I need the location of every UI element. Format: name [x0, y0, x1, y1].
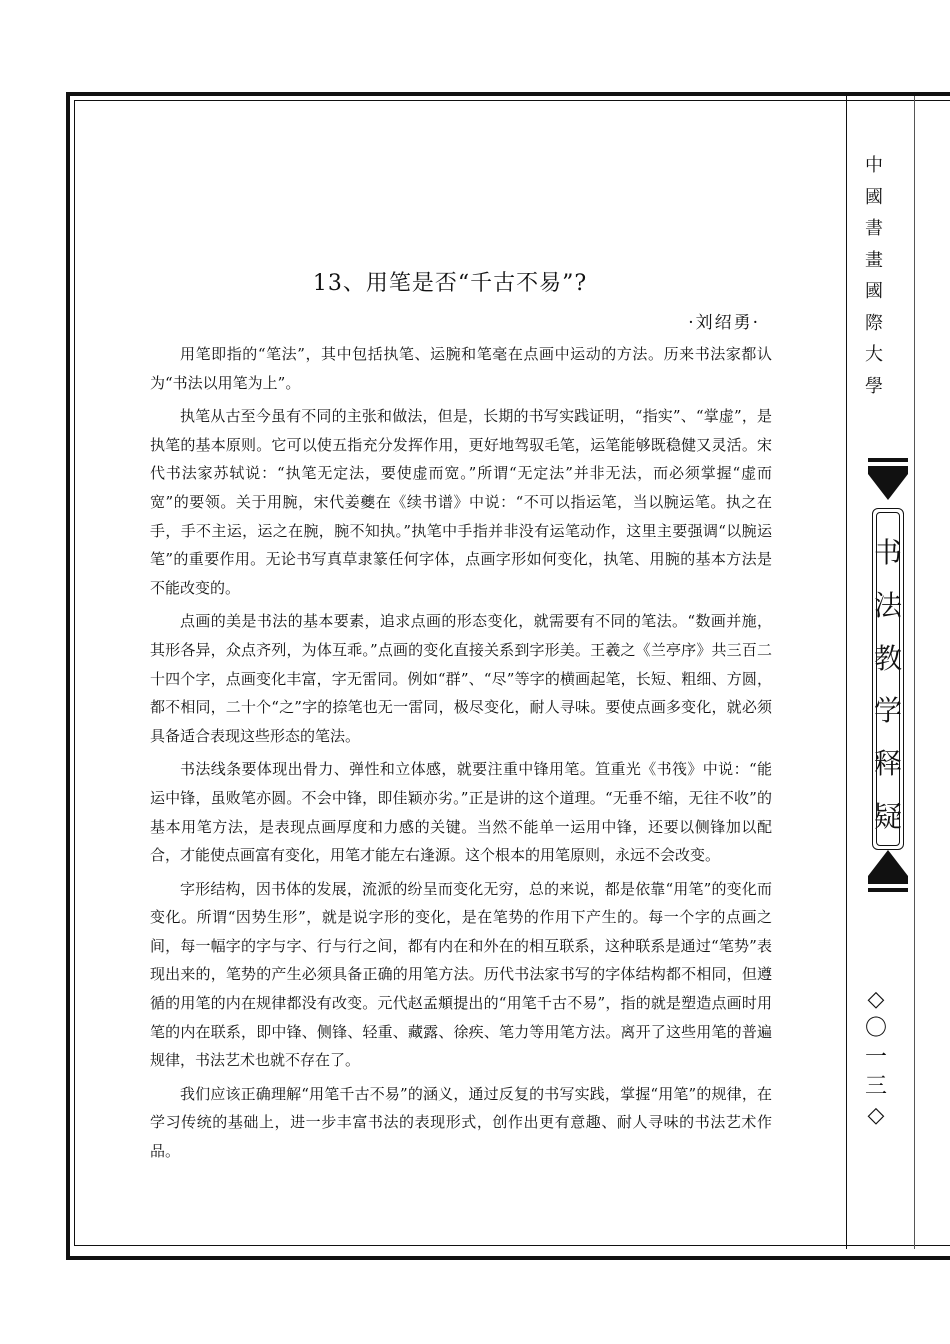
- paragraph: 字形结构，因书体的发展，流派的纷呈而变化无穷，总的来说，都是依靠“用笔”的变化而变化。所谓“因势生形”，就是说字形的变化，是在笔势的作用下产生的。每一个字的点画之间，每一幅字的字与字、行与行之间，都有内在和外在的相互联系，这种联系是通过“笔势”表现出来的，笔势的产生必须具备正确的用笔方法。历代书法家书写的字体结构都不相同，但遵循的用笔的内在规律都没有改变。元代赵孟頫提出的“用笔千古不易”，指的就是塑造点画时用笔的内在联系，即中锋、侧锋、轻重、藏露、徐疾、笔力等用笔方法。离开了这些用笔的普遍规律，书法艺术也就不存在了。: [150, 879, 772, 1070]
- banner-chevron-top: [868, 474, 908, 500]
- sidebar-divider-outer: [914, 96, 915, 1249]
- paragraph: 用笔即指的“笔法”，其中包括执笔、运腕和笔毫在点画中运动的方法。历来书法家都认为“书法以用笔为上”。: [150, 345, 772, 392]
- paragraph: 书法线条要体现出骨力、弹性和立体感，就要注重中锋用笔。笪重光《书筏》中说：“能运中锋，虽败笔亦圆。不会中锋，即佳颖亦劣。”正是讲的这个道理。“无垂不缩，无往不收”的基本用笔方法，是表现点画厚度和力感的关键。当然不能单一运用中锋，还要以侧锋加以配合，才能使点画富有变化，用笔才能左右逢源。这个根本的用笔原则，永远不会改变。: [150, 760, 772, 865]
- banner-rule: [868, 876, 908, 884]
- banner-rule: [868, 888, 908, 892]
- page-number: ◇〇一三◇: [864, 987, 887, 1128]
- institution-name: 中國書畫國際大學: [865, 155, 883, 397]
- series-title: 书法教学释疑: [873, 536, 902, 833]
- paragraph: 点画的美是书法的基本要素，追求点画的形态变化，就需要有不同的笔法。“数画并施，其形各异，众点齐列，为体互乖。”点画的变化直接关系到字形美。王羲之《兰亭序》共三百二十四个字，点画变化丰富，字无雷同。例如“群”、“尽”等字的横画起笔，长短、粗细、方圆，都不相同，二十个“之”字的捺笔也无一雷同，极尽变化，耐人寻味。要使点画多变化，就必须具备适合表现这些形态的笔法。: [150, 612, 772, 745]
- banner-chevron-bottom: [868, 850, 908, 876]
- banner-rule: [868, 466, 908, 474]
- paragraph: 执笔从古至今虽有不同的主张和做法，但是，长期的书写实践证明，“指实”、“掌虚”，是执笔的基本原则。它可以使五指充分发挥作用，更好地驾驭毛笔，运笔能够既稳健又灵活。宋代书法家苏轼说：“执笔无定法，要使虚而宽。”所谓“无定法”并非无法，而必须掌握“虚而宽”的要领。关于用腕，宋代姜夔在《续书谱》中说：“不可以指运笔，当以腕运笔。执之在手，手不主运，运之在腕，腕不知执。”执笔中手指并非没有运笔动作，这里主要强调“以腕运笔”的重要作用。无论书写真草隶篆任何字体，点画字形如何变化，执笔、用腕的基本方法是不能改变的。: [150, 407, 772, 597]
- article-author: ·刘绍勇·: [688, 313, 760, 333]
- paragraph: 我们应该正确理解“用笔千古不易”的涵义，通过反复的书写实践，掌握“用笔”的规律，在学习传统的基础上，进一步丰富书法的表现形式，创作出更有意趣、耐人寻味的书法艺术作品。: [150, 1084, 772, 1161]
- banner-rule: [868, 458, 908, 462]
- sidebar-divider: [846, 96, 847, 1249]
- article-body: [150, 340, 772, 1171]
- article-title: 13、用笔是否“千古不易”?: [312, 271, 588, 296]
